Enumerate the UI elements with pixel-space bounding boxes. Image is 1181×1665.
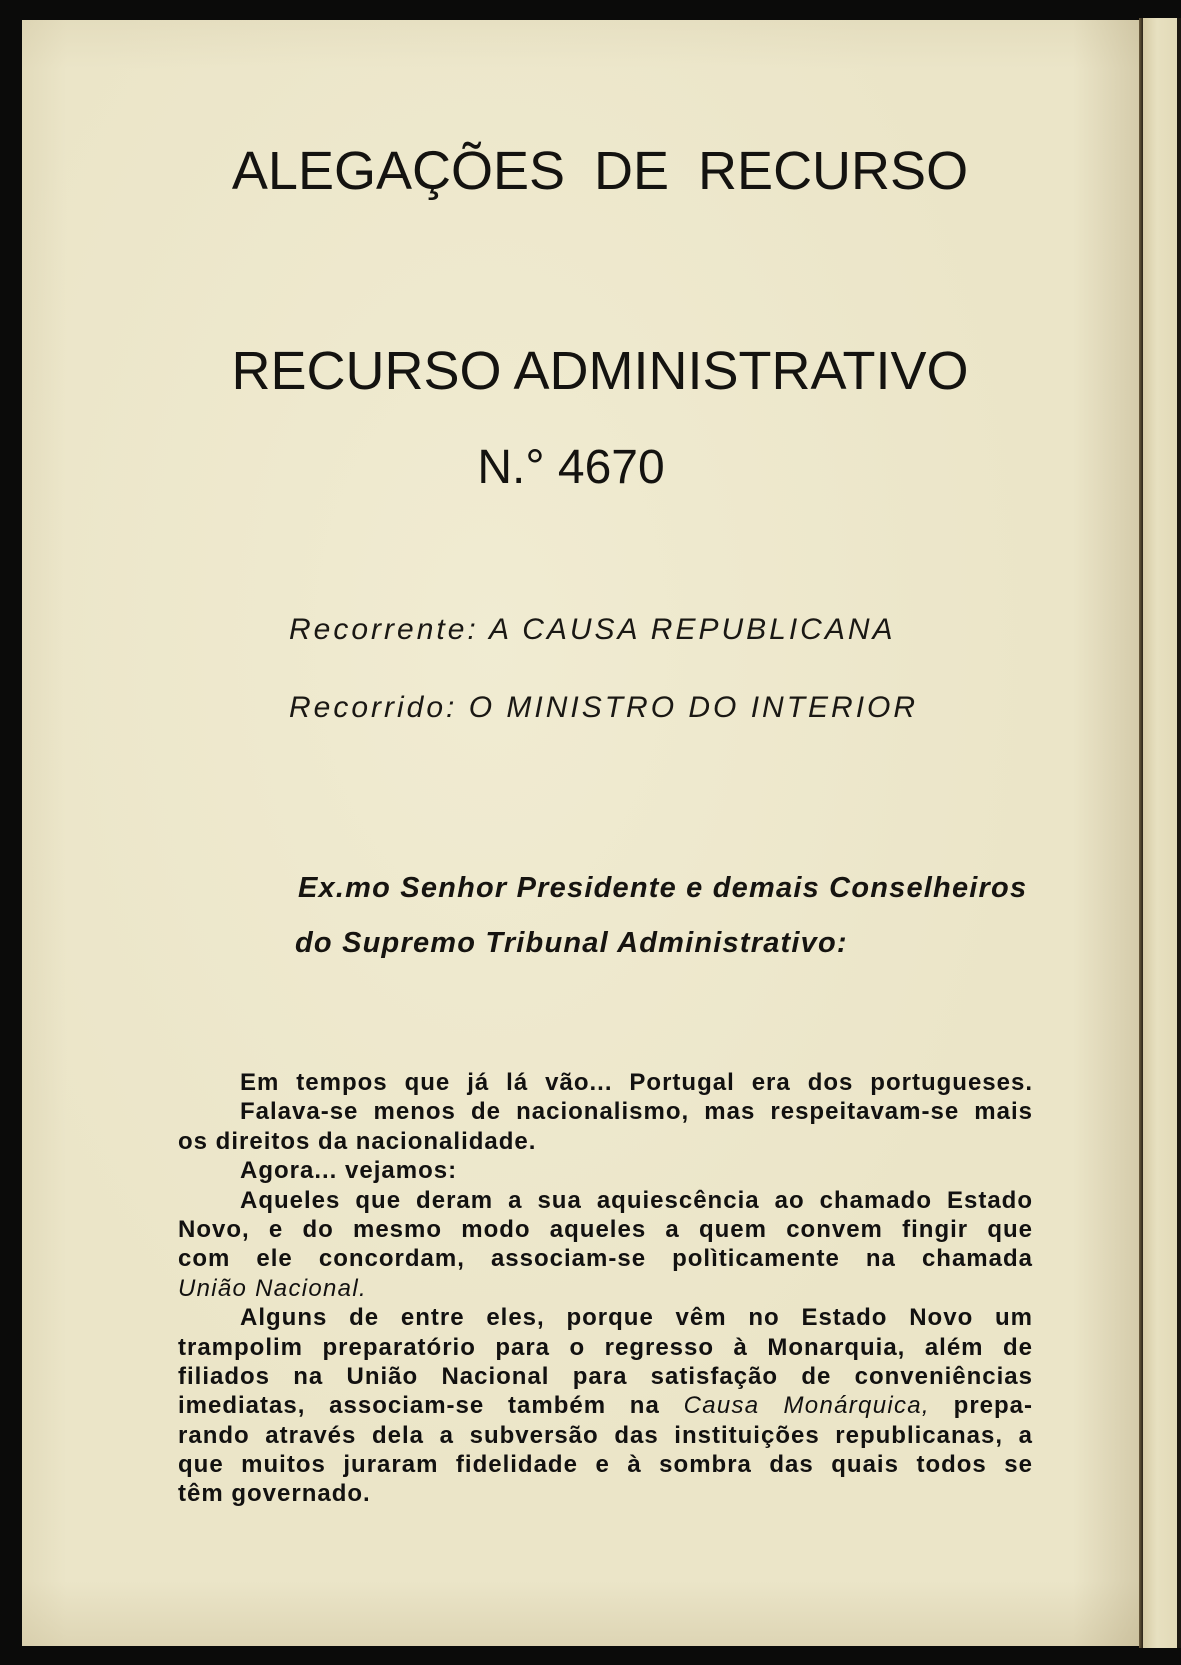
body-line [178,1391,1033,1420]
case-number: N.° 4670 [477,441,665,494]
salutation-line-2: do Supremo Tribunal Administrativo: [295,927,848,959]
salutation-line-1: Ex.mo Senhor Presidente e demais Conselheiros [298,872,1028,904]
body-line: Agora... vejamos: [240,1157,458,1185]
body-line-italic: União Nacional. [178,1274,367,1302]
body-text [178,1068,1033,1509]
body-line: com ele concordam, associam-se polìticamente na chamada [178,1245,1033,1273]
body-line: filiados na União Nacional para satisfação de conveniências [178,1362,1033,1390]
adjacent-page-edge [1143,18,1178,1648]
body-line: Novo, e do mesmo modo aqueles a quem convem fingir que [178,1215,1033,1243]
document-subtitle: RECURSO ADMINISTRATIVO [231,341,969,401]
recorrente-line: Recorrente: A CAUSA REPUBLICANA [289,613,896,646]
document-title: ALEGAÇÕES DE RECURSO [231,141,969,201]
body-line: Em tempos que já lá vão... Portugal era dos portugueses. [240,1069,1033,1096]
body-line: Aqueles que deram a sua aquiescência ao chamado Estado [240,1186,1033,1214]
body-line: Falava-se menos de nacionalismo, mas respeitavam-se mais [240,1098,1033,1126]
body-line-segment: imediatas, associam-se também na [178,1392,684,1420]
body-line: que muitos juraram fidelidade e à sombra das quais todos se [178,1451,1033,1479]
body-line-segment: prepa- [929,1392,1033,1420]
body-line: Alguns de entre eles, porque vêm no Estado Novo um [240,1304,1033,1332]
body-line: têm governado. [178,1480,371,1508]
body-line: os direitos da nacionalidade. [178,1127,537,1155]
body-line: trampolim preparatório para o regresso à Monarquia, além de [178,1333,1033,1361]
adjacent-page-border [1177,18,1181,1648]
recorrido-line: Recorrido: O MINISTRO DO INTERIOR [289,691,919,724]
body-line: rando através dela a subversão das instituições republicanas, a [178,1421,1033,1449]
body-line-italic-segment: Causa Monárquica, [683,1392,930,1420]
